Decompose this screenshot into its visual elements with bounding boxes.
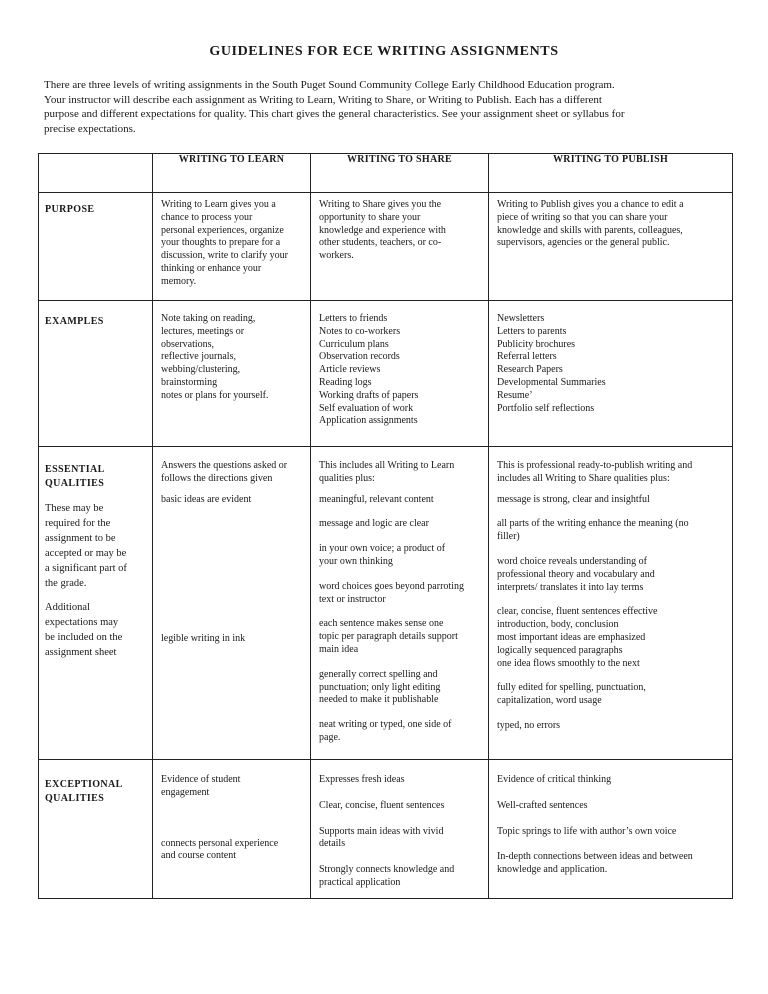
row-label-line: QUALITIES <box>45 478 105 489</box>
cell-line: word choice reveals understanding of <box>497 555 647 567</box>
cell-line: webbing/clustering, <box>161 364 241 376</box>
cell-line: in your own voice; a product of <box>319 543 446 555</box>
cell-line: In-depth connections between ideas and between <box>497 851 693 863</box>
cell-line: clear, concise, fluent sentences effective <box>497 606 658 618</box>
header-row <box>39 154 733 193</box>
purpose-publish-cell <box>489 193 733 301</box>
column-header-learn: WRITING TO LEARN <box>153 154 311 193</box>
essential-share-cell <box>311 447 489 760</box>
note-line: required for the <box>45 518 111 529</box>
examples-learn-cell <box>153 301 311 447</box>
row-label-examples: EXAMPLES <box>39 301 153 447</box>
cell-line: word choices goes beyond parroting <box>319 580 464 592</box>
note-line: Additional <box>45 602 90 613</box>
intro-line: Your instructor will describe each assignment as Writing to Learn, Writing to Share, or Writing to Publish. Each has a different <box>44 93 602 106</box>
intro-line: precise expectations. <box>44 122 136 135</box>
cell-line: typed, no errors <box>497 719 561 731</box>
cell-line: brainstorming <box>161 376 218 388</box>
row-label-line: EXCEPTIONAL <box>45 779 123 790</box>
cell-line: page. <box>319 731 341 743</box>
cell-line: Notes to co-workers <box>319 325 401 337</box>
cell-line: knowledge and skills with parents, colleagues, <box>497 224 683 236</box>
cell-line: all parts of the writing enhance the meaning (no <box>497 518 689 530</box>
cell-line: Article reviews <box>319 364 381 376</box>
cell-line: most important ideas are emphasized <box>497 631 646 643</box>
cell-line: Topic springs to life with author’s own voice <box>497 825 677 837</box>
cell-line: reflective journals, <box>161 351 236 363</box>
cell-line: Strongly connects knowledge and <box>319 864 455 876</box>
cell-line: Clear, concise, fluent sentences <box>319 799 445 811</box>
cell-line: needed to make it publishable <box>319 694 439 706</box>
purpose-learn-cell <box>153 193 311 301</box>
row-label-line: QUALITIES <box>45 793 105 804</box>
cell-line: Research Papers <box>497 364 563 376</box>
cell-line: your own thinking <box>319 555 393 567</box>
purpose-share-cell <box>311 193 489 301</box>
examples-row <box>39 301 733 447</box>
exceptional-learn-cell <box>153 760 311 899</box>
cell-line: piece of writing so that you can share your <box>497 211 668 223</box>
cell-line: Writing to Share gives you the <box>319 199 442 210</box>
cell-line: Letters to friends <box>319 313 388 324</box>
cell-line: other students, teachers, or co- <box>319 237 442 249</box>
cell-line: observations, <box>161 338 215 350</box>
cell-line: message and logic are clear <box>319 518 429 530</box>
corner-cell <box>39 154 153 193</box>
exceptional-row <box>39 760 733 899</box>
cell-line: connects personal experience <box>161 837 279 849</box>
cell-line: Letters to parents <box>497 325 567 337</box>
cell-line: Observation records <box>319 351 400 363</box>
cell-line: Answers the questions asked or <box>161 460 288 471</box>
cell-line: Evidence of critical thinking <box>497 774 612 785</box>
cell-line: memory. <box>161 275 197 287</box>
cell-line: supervisors, agencies or the general public. <box>497 237 670 249</box>
cell-line: Working drafts of papers <box>319 389 419 401</box>
cell-line: qualities plus: <box>319 472 375 484</box>
note-line: These may be <box>45 503 104 514</box>
guidelines-table <box>38 153 733 899</box>
note-line: accepted or may be <box>45 548 127 559</box>
essential-note <box>45 501 146 591</box>
cell-line: Reading logs <box>319 376 372 388</box>
cell-line: discussion, write to clarify your <box>161 250 288 262</box>
note-line: be included on the <box>45 632 123 643</box>
column-header-share: WRITING TO SHARE <box>311 154 489 193</box>
cell-line: practical application <box>319 876 401 888</box>
additional-note <box>45 600 146 660</box>
cell-line: engagement <box>161 786 210 798</box>
exceptional-publish-cell <box>489 760 733 899</box>
cell-line: notes or plans for yourself. <box>161 389 269 401</box>
column-header-publish: WRITING TO PUBLISH <box>489 154 733 193</box>
intro-line: There are three levels of writing assignments in the South Puget Sound Community College Early Childhood Education program. <box>44 79 615 91</box>
cell-line: generally correct spelling and <box>319 668 438 680</box>
row-label-exceptional <box>39 760 153 899</box>
cell-line: Portfolio self reflections <box>497 402 595 414</box>
cell-line: your thoughts to prepare for a <box>161 237 281 249</box>
cell-line: lectures, meetings or <box>161 325 245 337</box>
cell-line: interprets/ translates it into lay terms <box>497 581 644 593</box>
cell-line: fully edited for spelling, punctuation, <box>497 682 646 694</box>
cell-line: details <box>319 838 346 850</box>
examples-share-cell <box>311 301 489 447</box>
exceptional-share-cell <box>311 760 489 899</box>
cell-line: filler) <box>497 531 520 543</box>
cell-line: Self evaluation of work <box>319 402 414 414</box>
cell-line: topic per paragraph details support <box>319 631 458 643</box>
cell-line: Developmental Summaries <box>497 376 606 388</box>
cell-line: Note taking on reading, <box>161 313 256 324</box>
cell-line: includes all Writing to Share qualities plus: <box>497 472 670 484</box>
cell-line: Referral letters <box>497 351 557 363</box>
cell-line: neat writing or typed, one side of <box>319 719 452 731</box>
note-line: assignment to be <box>45 533 116 544</box>
essential-row <box>39 447 733 760</box>
cell-line: punctuation; only light editing <box>319 681 441 693</box>
cell-line: meaningful, relevant content <box>319 493 434 505</box>
cell-line: message is strong, clear and insightful <box>497 493 650 505</box>
cell-line: thinking or enhance your <box>161 262 262 274</box>
cell-line: one idea flows smoothly to the next <box>497 657 640 669</box>
cell-line: each sentence makes sense one <box>319 618 444 630</box>
essential-learn-cell <box>153 447 311 760</box>
cell-line: Resume’ <box>497 389 533 401</box>
cell-line: introduction, body, conclusion <box>497 619 619 631</box>
cell-line: text or instructor <box>319 593 386 605</box>
cell-line: Writing to Publish gives you a chance to edit a <box>497 199 684 210</box>
note-line: the grade. <box>45 578 87 589</box>
row-label-essential <box>39 447 153 760</box>
cell-line: Evidence of student <box>161 774 241 785</box>
cell-line: basic ideas are evident <box>161 493 252 505</box>
row-label-purpose: PURPOSE <box>39 193 153 301</box>
cell-line: This includes all Writing to Learn <box>319 460 455 471</box>
cell-line: Application assignments <box>319 415 418 427</box>
cell-line: knowledge and experience with <box>319 224 446 236</box>
cell-line: knowledge and application. <box>497 864 608 876</box>
cell-line: Expresses fresh ideas <box>319 774 405 785</box>
cell-line: Publicity brochures <box>497 338 576 350</box>
cell-line: follows the directions given <box>161 472 273 484</box>
examples-publish-cell <box>489 301 733 447</box>
cell-line: Well-crafted sentences <box>497 799 588 811</box>
document-title: GUIDELINES FOR ECE WRITING ASSIGNMENTS <box>209 44 559 59</box>
cell-line: Curriculum plans <box>319 338 389 350</box>
intro-line: purpose and different expectations for quality. This chart gives the general characteristics. See your assignment sheet or syllabus for <box>44 108 625 120</box>
cell-line: capitalization, word usage <box>497 695 602 707</box>
cell-line: main idea <box>319 643 359 655</box>
essential-publish-cell <box>489 447 733 760</box>
note-line: expectations may <box>45 617 119 628</box>
cell-line: opportunity to share your <box>319 211 421 223</box>
cell-line: Supports main ideas with vivid <box>319 825 444 837</box>
intro-paragraph <box>44 78 724 136</box>
cell-line: and course content <box>161 850 236 862</box>
cell-line: This is professional ready-to-publish writing and <box>497 460 693 471</box>
cell-line: Writing to Learn gives you a <box>161 199 276 210</box>
cell-line: workers. <box>319 250 354 262</box>
cell-line: personal experiences, organize <box>161 224 284 236</box>
row-label-line: ESSENTIAL <box>45 464 105 475</box>
cell-line: Newsletters <box>497 313 545 324</box>
purpose-row <box>39 193 733 301</box>
cell-line: logically sequenced paragraphs <box>497 644 623 656</box>
note-line: a significant part of <box>45 563 127 574</box>
cell-line: professional theory and vocabulary and <box>497 568 655 580</box>
note-line: assignment sheet <box>45 647 117 658</box>
cell-line: legible writing in ink <box>161 633 246 645</box>
cell-line: chance to process your <box>161 211 253 223</box>
